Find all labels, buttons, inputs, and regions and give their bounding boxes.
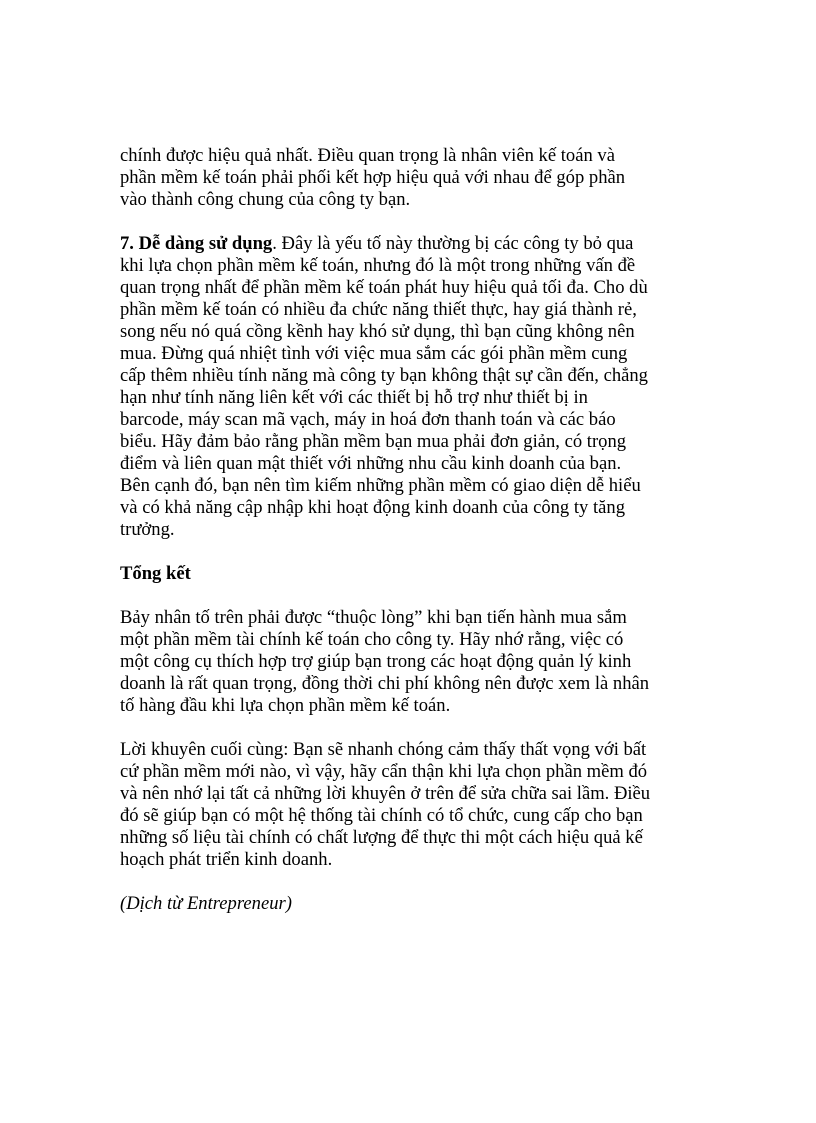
text-line: cứ phần mềm mới nào, vì vậy, hãy cẩn thận khi lựa chọn phần mềm đó — [120, 761, 648, 782]
text-line: một công cụ thích hợp trợ giúp bạn trong các hoạt động quản lý kinh — [120, 651, 632, 672]
text-line: và nên nhớ lại tất cả những lời khuyên ở trên để sửa chữa sai lầm. Điều — [120, 783, 651, 804]
document-body — [120, 145, 700, 915]
text-line: quan trọng nhất để phần mềm kế toán phát huy hiệu quả tối đa. Cho dù — [120, 277, 648, 298]
text-line: trưởng. — [120, 519, 175, 540]
text-line: và có khả năng cập nhập khi hoạt động kinh doanh của công ty tăng — [120, 497, 625, 518]
text-line: barcode, máy scan mã vạch, máy in hoá đơn thanh toán và các báo — [120, 409, 616, 430]
text-line: những số liệu tài chính có chất lượng để thực thi một cách hiệu quả kế — [120, 827, 643, 848]
text-line: một phần mềm tài chính kế toán cho công ty. Hãy nhớ rằng, việc có — [120, 629, 624, 650]
summary-heading — [120, 563, 700, 585]
text-line — [120, 233, 700, 255]
text-line: Lời khuyên cuối cùng: Bạn sẽ nhanh chóng cảm thấy thất vọng với bất — [120, 739, 647, 760]
text-line: hoạch phát triển kinh doanh. — [120, 849, 333, 870]
text-line: biểu. Hãy đảm bảo rằng phần mềm bạn mua phải đơn giản, có trọng — [120, 431, 627, 452]
summary-paragraph-1 — [120, 607, 700, 717]
intro-paragraph — [120, 145, 700, 211]
text-line: chính được hiệu quả nhất. Điều quan trọng là nhân viên kế toán và — [120, 145, 615, 166]
text-line: Bảy nhân tố trên phải được “thuộc lòng” khi bạn tiến hành mua sắm — [120, 607, 627, 628]
source-note — [120, 893, 700, 915]
summary-paragraph-2 — [120, 739, 700, 871]
text-line: doanh là rất quan trọng, đồng thời chi phí không nên được xem là nhân — [120, 673, 650, 694]
summary-heading-text: Tổng kết — [120, 563, 191, 584]
text-line: điểm và liên quan mật thiết với những nhu cầu kinh doanh của bạn. — [120, 453, 622, 474]
text-line: phần mềm kế toán phải phối kết hợp hiệu quả với nhau để góp phần — [120, 167, 626, 188]
section-7-heading: 7. Dễ dàng sử dụng — [120, 233, 273, 254]
text-line: cấp thêm nhiều tính năng mà công ty bạn không thật sự cần đến, chẳng — [120, 365, 648, 386]
text-line: song nếu nó quá cồng kềnh hay khó sử dụng, thì bạn cũng không nên — [120, 321, 635, 342]
text-line: mua. Đừng quá nhiệt tình với việc mua sắm các gói phần mềm cung — [120, 343, 628, 364]
text-line: khi lựa chọn phần mềm kế toán, nhưng đó là một trong những vấn đề — [120, 255, 636, 276]
text-line: vào thành công chung của công ty bạn. — [120, 189, 411, 210]
section-7-paragraph — [120, 233, 700, 541]
text-line: phần mềm kế toán có nhiều đa chức năng thiết thực, hay giá thành rẻ, — [120, 299, 637, 320]
text-line: Bên cạnh đó, bạn nên tìm kiếm những phần mềm có giao diện dễ hiểu — [120, 475, 641, 496]
text-line: hạn như tính năng liên kết với các thiết bị hỗ trợ như thiết bị in — [120, 387, 588, 408]
section-7-first-line: . Đây là yếu tố này thường bị các công ty bỏ qua — [272, 233, 634, 254]
text-line: tố hàng đầu khi lựa chọn phần mềm kế toán. — [120, 695, 451, 716]
source-note-text: (Dịch từ Entrepreneur) — [120, 893, 292, 914]
text-line: đó sẽ giúp bạn có một hệ thống tài chính có tổ chức, cung cấp cho bạn — [120, 805, 643, 826]
